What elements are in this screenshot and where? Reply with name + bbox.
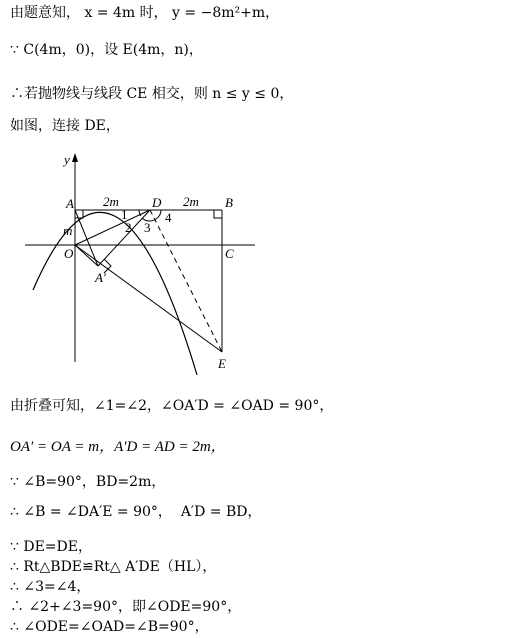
point-B-label: B — [225, 195, 233, 210]
segment-DB-label: 2m — [183, 194, 199, 209]
angle-4-arc — [156, 210, 161, 219]
solution-line-4: 如图，连接 DE， — [10, 118, 120, 134]
solution-line-5: 由折叠可知，∠1=∠2，∠OA′D = ∠OAD = 90°， — [10, 398, 334, 414]
segment-DE-dashed — [150, 210, 222, 352]
solution-line-10: ∴ Rt△BDE≌Rt△ A′DE（HL）， — [10, 559, 217, 575]
y-axis-arrow-icon — [72, 153, 78, 162]
angle-2-label: 2 — [125, 220, 132, 235]
solution-line-3: ∴若抛物线与线段 CE 相交，则 n ≤ y ≤ 0， — [10, 86, 294, 102]
angle-4-label: 4 — [165, 210, 172, 225]
segment-AD-label: 2m — [103, 194, 119, 209]
segment-AA-prime — [75, 210, 98, 266]
point-O-label: O — [64, 246, 74, 261]
parabola — [33, 212, 197, 375]
point-A-prime-label: A′ — [95, 270, 106, 285]
right-angle-B-marker — [214, 210, 222, 218]
segment-OA-label: m — [63, 223, 73, 238]
segment-OE — [75, 245, 222, 352]
geometry-figure — [0, 145, 523, 375]
point-A-label: A — [66, 196, 74, 211]
point-D-label: D — [152, 195, 162, 210]
solution-line-8: ∴ ∠B = ∠DA′E = 90°， A′D = BD， — [10, 504, 262, 520]
solution-line-2: ∵ C(4m，0)，设 E(4m，n)， — [10, 42, 203, 58]
angle-1-label: 1 — [121, 207, 128, 222]
solution-line-13: ∴ ∠ODE=∠OAD=∠B=90°， — [10, 619, 209, 635]
solution-line-9: ∵ DE=DE， — [10, 539, 92, 555]
point-E-label: E — [218, 356, 226, 371]
solution-line-12: ∴ ∠2+∠3=90°，即∠ODE=90°， — [10, 599, 242, 615]
solution-line-6: OA′ = OA = m，A′D = AD = 2m， — [10, 439, 226, 455]
segment-OA-prime — [75, 245, 98, 266]
point-C-label: C — [225, 246, 234, 261]
solution-line-11: ∴ ∠3=∠4， — [10, 579, 91, 595]
solution-line-1: 由题意知， x = 4m 时， y = −8m²+m， — [10, 5, 280, 21]
y-axis-label: y — [64, 152, 70, 167]
solution-line-7: ∵ ∠B=90°，BD=2m， — [10, 474, 166, 490]
angle-3-label: 3 — [144, 220, 151, 235]
